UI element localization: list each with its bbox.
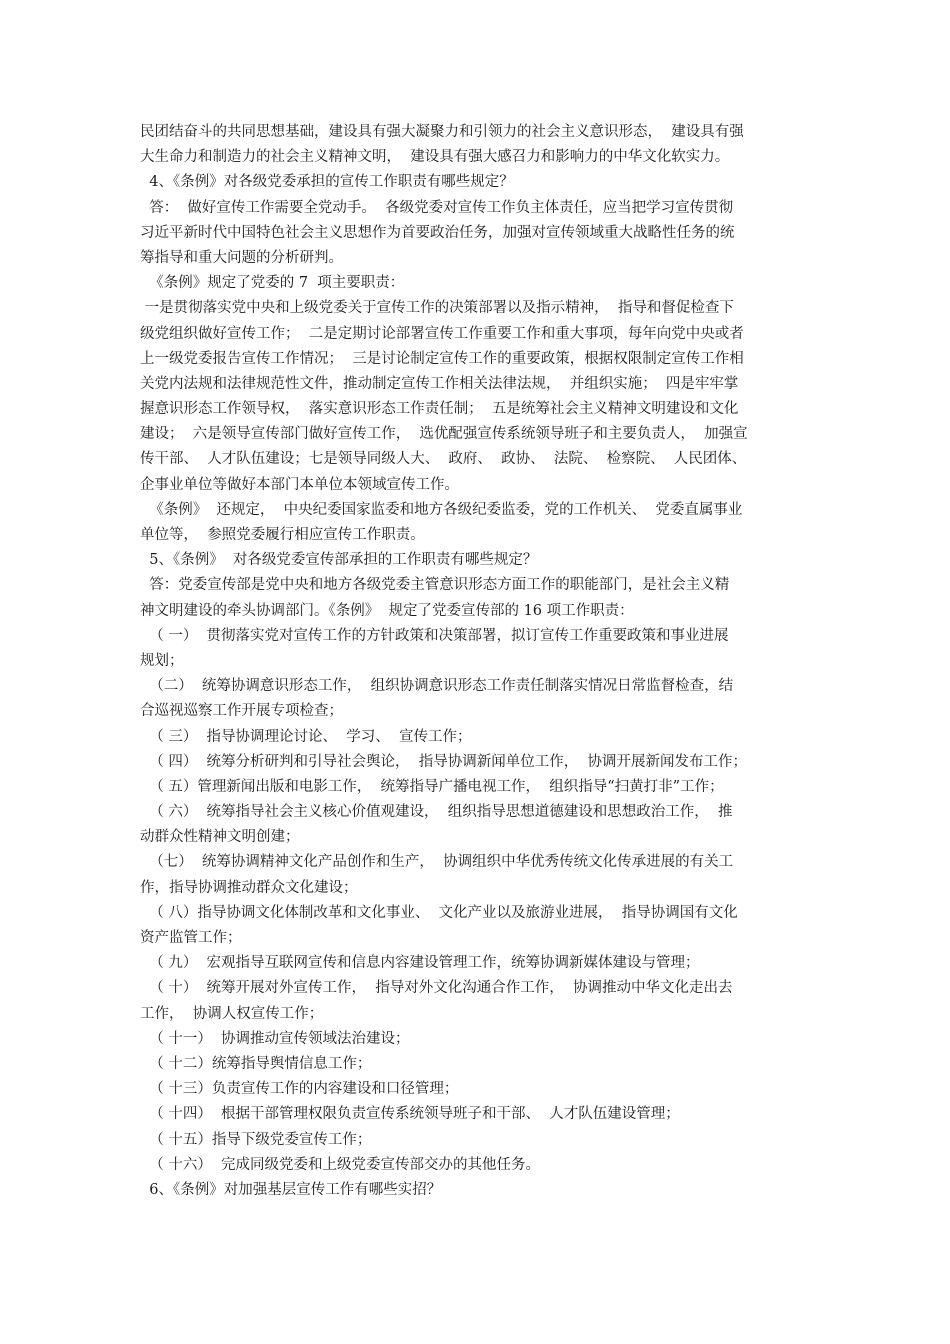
text-line: 民团结奋斗的共同思想基础，建设具有强大凝聚力和引领力的社会主义意识形态， 建设具有强 <box>140 124 744 140</box>
list-item: （ 十四） 根据干部管理权限负责宣传系统领导班子和干部、 人才队伍建设管理； <box>140 1106 680 1123</box>
list-item: （ 六） 统筹指导社会主义核心价值观建设， 组织指导思想道德建设和思想政治工作， 推 <box>140 804 733 821</box>
list-item: （ 十六） 完成同级党委和上级党委宣传部交办的其他任务。 <box>140 1156 541 1173</box>
text-line: 级党组织做好宣传工作； 二是定期讨论部署宣传工作重要工作和重大事项，每年向党中央或者 <box>140 325 744 342</box>
list-item: （ 十五）指导下级党委宣传工作； <box>140 1131 372 1148</box>
text-line: 作，指导协调推动群众文化建设； <box>140 879 358 896</box>
question-heading: 5、《条例》 对各级党委宣传部承担的工作职责有哪些规定？ <box>140 552 538 569</box>
text-line: 习近平新时代中国特色社会主义思想作为首要政治任务，加强对宣传领域重大战略性任务的统 <box>140 224 735 241</box>
text-line: 一是贯彻落实党中央和上级党委关于宣传工作的决策部署以及指示精神， 指导和督促检查下 <box>140 300 734 317</box>
document-body <box>140 120 810 1203</box>
question-heading: 4、《条例》对各级党委承担的宣传工作职责有哪些规定？ <box>140 174 514 191</box>
text-line: 筹指导和重大问题的分析研判。 <box>140 249 343 266</box>
text-line: 答： 做好宣传工作需要全党动手。 各级党委对宣传工作负主体责任，应当把学习宣传贯彻 <box>140 199 734 216</box>
text-line: 大生命力和制造力的社会主义精神文明， 建设具有强大感召力和影响力的中华文化软实力。 <box>140 149 730 166</box>
list-item: （七） 统筹协调精神文化产品创作和生产， 协调组织中华优秀传统文化传承进展的有关工 <box>140 854 734 871</box>
list-item: （ 十一） 协调推动宣传领域法治建设； <box>140 1030 410 1047</box>
text-line: 答：党委宣传部是党中央和地方各级党委主管意识形态方面工作的职能部门，是社会主义精 <box>140 577 730 594</box>
text-line: 传干部、 人才队伍建设；七是领导同级人大、 政府、 政协、 法院、 检察院、 人民团体、 <box>140 451 747 468</box>
text-line: 工作， 协调人权宣传工作； <box>140 1005 324 1022</box>
list-item: （ 四） 统筹分析研判和引导社会舆论， 指导协调新闻单位工作， 协调开展新闻发布工作； <box>140 753 747 770</box>
list-item: （ 十二）统筹指导舆情信息工作； <box>140 1055 372 1072</box>
text-line: 企事业单位等做好本部门本单位本领域宣传工作。 <box>140 476 459 493</box>
list-item: （二） 统筹协调意识形态工作， 组织协调意识形态工作责任制落实情况日常监督检查，结 <box>140 678 734 695</box>
list-item: （ 八）指导协调文化体制改革和文化事业、 文化产业以及旅游业进展， 指导协调国有文化 <box>140 904 738 921</box>
list-item: （ 一） 贯彻落实党对宣传工作的方针政策和决策部署，拟订宣传工作重要政策和事业进展 <box>140 627 729 644</box>
text-line: 单位等， 参照党委履行相应宣传工作职责。 <box>140 527 425 543</box>
text-line: 《条例》规定了党委的 7 项主要职责： <box>140 275 405 292</box>
text-line: 上一级党委报告宣传工作情况； 三是讨论制定宣传工作的重要政策，根据权限制定宣传工作相 <box>140 350 744 367</box>
text-line: 规划； <box>140 652 184 669</box>
list-item: （ 五）管理新闻出版和电影工作， 统筹指导广播电视工作， 组织指导“扫黄打非”工作； <box>140 778 724 795</box>
list-item: （ 三） 指导协调理论讨论、 学习、 宣传工作； <box>140 728 472 745</box>
question-heading: 6、《条例》对加强基层宣传工作有哪些实招？ <box>140 1181 442 1198</box>
list-item: （ 十） 统筹开展对外宣传工作， 指导对外文化沟通合作工作， 协调推动中华文化走出去 <box>140 980 733 997</box>
text-line: 资产监管工作； <box>140 930 242 946</box>
list-item: （ 十三）负责宣传工作的内容建设和口径管理； <box>140 1081 459 1098</box>
text-line: 关党内法规和法律规范性文件，推动制定宣传工作相关法律法规， 并组织实施； 四是牢牢掌 <box>140 375 739 392</box>
text-line: 握意识形态工作领导权， 落实意识形态工作责任制； 五是统筹社会主义精神文明建设和文化 <box>140 401 739 418</box>
text-line: 动群众性精神文明创建； <box>140 829 300 846</box>
text-line: 建设； 六是领导宣传部门做好宣传工作， 选优配强宣传系统领导班子和主要负责人， 加强宣 <box>140 426 748 443</box>
text-line: 《条例》 还规定， 中央纪委国家监委和地方各级纪委监委，党的工作机关、 党委直属事业 <box>140 501 743 518</box>
text-line: 合巡视巡察工作开展专项检查； <box>140 703 343 720</box>
text-line: 神文明建设的牵头协调部门。《条例》 规定了党委宣传部的 16 项工作职责： <box>140 602 634 619</box>
list-item: （ 九） 宏观指导互联网宣传和信息内容建设管理工作，统筹协调新媒体建设与管理； <box>140 955 700 972</box>
